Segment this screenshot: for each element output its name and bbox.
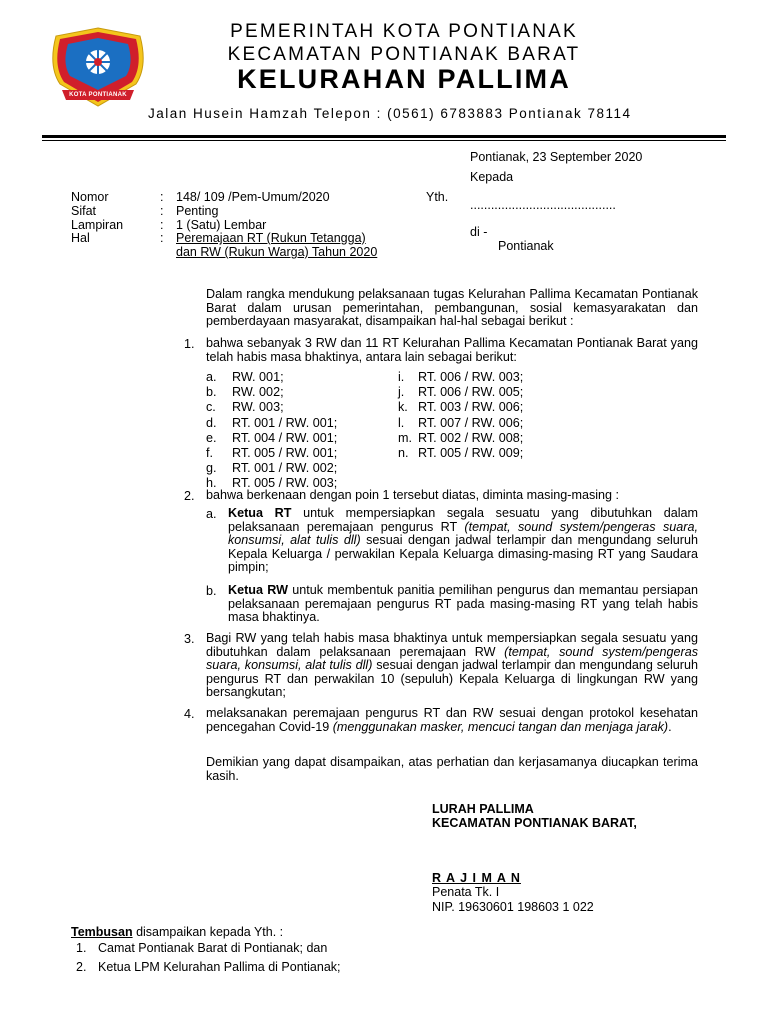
rtrw-list-left xyxy=(206,370,386,492)
list-item: c. RW. 003; xyxy=(206,400,284,415)
point1-text: bahwa sebanyak 3 RW dan 11 RT Kelurahan Pallima Kecamatan Pontianak Barat yang telah habis masa bhaktinya, antara lain sebagai berikut: xyxy=(206,336,698,364)
header-government: PEMERINTAH KOTA PONTIANAK xyxy=(230,21,578,42)
list-item: n. RT. 005 / RW. 009; xyxy=(398,446,524,461)
hal-label: Hal xyxy=(71,231,90,245)
point2-text: bahwa berkenaan dengan poin 1 tersebut diatas, diminta masing-masing : xyxy=(206,488,620,502)
nomor-label: Nomor xyxy=(71,190,109,204)
recipient-kepada: Kepada xyxy=(470,170,514,184)
closing-paragraph: Demikian yang dapat disampaikan, atas perhatian dan kerjasamanya diucapkan terima kasih. xyxy=(206,755,698,783)
list-item: f. RT. 005 / RW. 001; xyxy=(206,446,338,461)
point3-text: Bagi RW yang telah habis masa bhaktinya untuk mempersiapkan segala sesuatu yang dibutuhkan dalam pelaksanaan peremajaan RW (tempat, sound system/pengeras suara, konsumsi, alat tulis dll) sesuai dengan jadwal terlampir dan mengundang seluruh pengurus RT dan perwakilan 10 (sepuluh) Kepala Keluarga di lingkungan RW yang bersangkutan; xyxy=(206,631,698,700)
header-rule-thin xyxy=(42,140,726,141)
hal-colon: : xyxy=(160,231,164,245)
intro-paragraph xyxy=(206,288,698,329)
nomor-value: 148/ 109 /Pem-Umum/2020 xyxy=(176,190,330,204)
point4-number: 4. xyxy=(184,707,195,721)
point2b-text: Ketua RW untuk membentuk panitia pemilihan pengurus dan memantau persiapan pelaksanaan peremajaan pengurus RT pada masing-masing RT yang telah habis masa bhaktinya. xyxy=(228,583,698,625)
rtrw-list-right xyxy=(398,370,578,461)
list-item: b. RW. 002; xyxy=(206,385,284,400)
signatory-name: R A J I M A N xyxy=(432,871,521,885)
sifat-colon: : xyxy=(160,204,164,218)
lampiran-value: 1 (Satu) Lembar xyxy=(176,218,267,232)
point2a-key: a. xyxy=(206,507,217,521)
lampiran-label: Lampiran xyxy=(71,218,124,232)
signatory-title-1: LURAH PALLIMA xyxy=(432,802,534,816)
point4-text: melaksanakan peremajaan pengurus RT dan RW sesuai dengan protokol kesehatan pencegahan Covid-19 (menggunakan masker, mencuci tangan dan menjaga jarak). xyxy=(206,706,698,734)
list-item: h. RT. 005 / RW. 003; xyxy=(206,476,338,491)
list-item: l. RT. 007 / RW. 006; xyxy=(398,415,524,430)
list-item: i. RT. 006 / RW. 003; xyxy=(398,370,524,384)
header-district: KECAMATAN PONTIANAK BARAT xyxy=(227,44,581,65)
hal-value-line1: Peremajaan RT (Rukun Tetangga) xyxy=(176,231,366,245)
header-rule-thick xyxy=(42,135,726,138)
list-item: j. RT. 006 / RW. 005; xyxy=(398,385,524,400)
point2-number: 2. xyxy=(184,489,195,503)
list-item: m. RT. 002 / RW. 008; xyxy=(398,430,524,445)
lampiran-colon: : xyxy=(160,218,164,232)
cc-item: 1. Camat Pontianak Barat di Pontianak; dan xyxy=(76,941,328,955)
sifat-label: Sifat xyxy=(71,204,97,218)
header-address: Jalan Husein Hamzah Telepon : (0561) 6783883 Pontianak 78114 xyxy=(148,106,632,121)
recipient-city: Pontianak xyxy=(498,239,554,253)
signatory-title-2: KECAMATAN PONTIANAK BARAT, xyxy=(432,816,637,830)
ketua-rt-label: Ketua RT xyxy=(228,506,292,520)
ketua-rw-label: Ketua RW xyxy=(228,583,288,597)
signatory-nip: NIP. 19630601 198603 1 022 xyxy=(432,900,594,914)
cc-item: 2. Ketua LPM Kelurahan Pallima di Pontianak; xyxy=(76,960,341,974)
letter-date: Pontianak, 23 September 2020 xyxy=(470,150,643,164)
point1-number: 1. xyxy=(184,337,195,351)
header-village: KELURAHAN PALLIMA xyxy=(237,64,571,94)
list-item: g. RT. 001 / RW. 002; xyxy=(206,461,338,476)
cc-heading: Tembusan disampaikan kepada Yth. : xyxy=(71,925,284,939)
point3-number: 3. xyxy=(184,632,195,646)
point2b-key: b. xyxy=(206,584,217,598)
point2a-text: Ketua RT untuk mempersiapkan segala sesuatu yang dibutuhkan dalam pelaksanaan peremajaan pengurus RT (tempat, sound system/pengeras suara, konsumsi, alat tulis dll) sesuai dengan jadwal terlampir dan mengundang seluruh Kepala Keluarga / perwakilan Kepala Keluarga dimasing-masing RT yang Saudara pimpin; xyxy=(228,506,698,575)
logo-label: KOTA PONTIANAK xyxy=(69,92,127,98)
nomor-colon: : xyxy=(160,190,164,204)
recipient-dots: .......................................... xyxy=(470,198,616,212)
intro-text: Dalam rangka mendukung pelaksanaan tugas Kelurahan Pallima Kecamatan Pontianak Barat dalam urusan pemerintahan, pembangunan, sosial kemasyarakatan dan pemberdayaan masyarakat, disampaikan hal-hal sebagai berikut : xyxy=(206,287,698,329)
recipient-di: di - xyxy=(470,225,488,239)
list-item: k. RT. 003 / RW. 006; xyxy=(398,400,524,415)
hal-value-line2: dan RW (Rukun Warga) Tahun 2020 xyxy=(176,245,378,259)
recipient-yth: Yth. xyxy=(426,190,449,204)
list-item: d. RT. 001 / RW. 001; xyxy=(206,415,338,430)
list-item: a. RW. 001; xyxy=(206,370,284,384)
signatory-rank: Penata Tk. I xyxy=(432,885,500,899)
sifat-value: Penting xyxy=(176,204,219,218)
list-item: e. RT. 004 / RW. 001; xyxy=(206,430,338,445)
